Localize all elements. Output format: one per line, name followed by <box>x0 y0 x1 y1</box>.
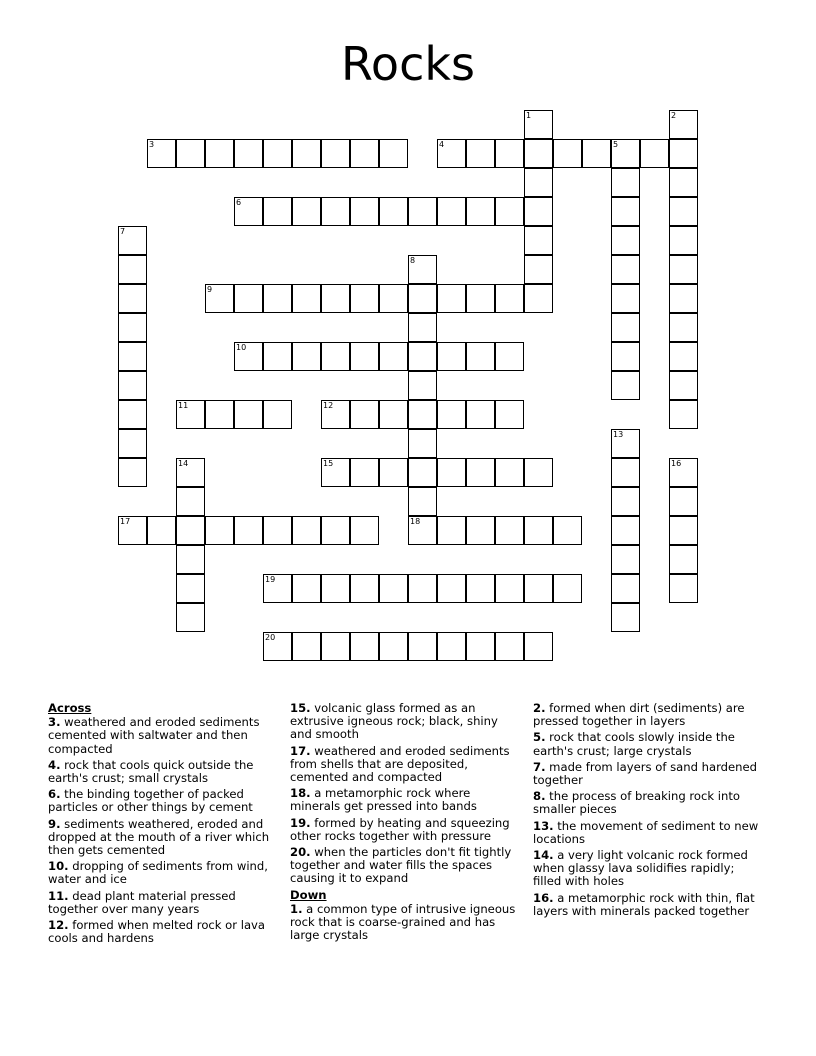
grid-cell[interactable] <box>611 458 640 487</box>
down-clue <box>533 849 765 889</box>
across-clue <box>48 818 280 858</box>
clue-text: weathered and eroded sediments from shells that are deposited, cemented and compacted <box>290 743 510 785</box>
grid-cell[interactable] <box>524 139 553 168</box>
grid-cell[interactable] <box>234 342 263 371</box>
down-clue <box>533 820 765 846</box>
grid-cell[interactable] <box>669 255 698 284</box>
grid-cell[interactable] <box>176 400 205 429</box>
clue-text: a common type of intrusive igneous rock that is coarse-grained and has large crystals <box>290 901 516 943</box>
clue-number: 20. <box>290 845 311 860</box>
clue-number: 2. <box>533 701 546 715</box>
down-clue <box>290 903 522 943</box>
grid-cell[interactable] <box>350 632 379 661</box>
grid-cell[interactable] <box>437 632 466 661</box>
across-heading: Across <box>48 701 92 715</box>
grid-cell[interactable] <box>669 458 698 487</box>
grid-cell[interactable] <box>524 632 553 661</box>
grid-cell[interactable] <box>553 139 582 168</box>
grid-cell[interactable] <box>263 574 292 603</box>
clue-number: 16. <box>533 890 554 905</box>
grid-cell[interactable] <box>408 255 437 284</box>
grid-cell[interactable] <box>350 342 379 371</box>
clue-text: dead plant material pressed together over many years <box>48 888 236 916</box>
grid-cell[interactable] <box>292 197 321 226</box>
grid-cell[interactable] <box>118 226 147 255</box>
clue-number: 18. <box>290 786 311 801</box>
cell-number: 5 <box>613 140 619 149</box>
across-clue <box>48 759 280 785</box>
grid-cell[interactable] <box>408 197 437 226</box>
clue-number: 8. <box>533 789 546 804</box>
grid-cell[interactable] <box>611 168 640 197</box>
grid-cell[interactable] <box>408 458 437 487</box>
grid-cell[interactable] <box>205 284 234 313</box>
down-clue <box>533 892 765 918</box>
grid-cell[interactable] <box>524 168 553 197</box>
grid-cell[interactable] <box>205 139 234 168</box>
down-clue <box>533 761 765 787</box>
grid-cell[interactable] <box>669 487 698 516</box>
grid-cell[interactable] <box>466 458 495 487</box>
grid-cell[interactable] <box>669 284 698 313</box>
across-clue <box>48 788 280 814</box>
cell-number: 8 <box>410 256 416 265</box>
grid-cell[interactable] <box>408 313 437 342</box>
grid-cell[interactable] <box>611 226 640 255</box>
grid-cell[interactable] <box>669 168 698 197</box>
grid-cell[interactable] <box>176 487 205 516</box>
grid-cell[interactable] <box>263 400 292 429</box>
grid-cell[interactable] <box>437 516 466 545</box>
clue-text: volcanic glass formed as an extrusive igneous rock; black, shiny and smooth <box>290 701 498 742</box>
clue-number: 4. <box>48 757 61 772</box>
grid-cell[interactable] <box>669 342 698 371</box>
cell-number: 11 <box>178 401 189 410</box>
clue-number: 15. <box>290 701 311 715</box>
grid-cell[interactable] <box>263 342 292 371</box>
grid-cell[interactable] <box>350 284 379 313</box>
down-heading: Down <box>290 887 327 902</box>
grid-cell[interactable] <box>292 516 321 545</box>
grid-cell[interactable] <box>466 574 495 603</box>
grid-cell[interactable] <box>611 574 640 603</box>
cell-number: 9 <box>207 285 213 294</box>
grid-cell[interactable] <box>611 429 640 458</box>
across-clue <box>48 919 280 945</box>
grid-cell[interactable] <box>669 110 698 139</box>
grid-cell[interactable] <box>408 429 437 458</box>
grid-cell[interactable] <box>118 284 147 313</box>
grid-cell[interactable] <box>524 574 553 603</box>
across-clue <box>48 890 280 916</box>
cell-number: 4 <box>439 140 445 149</box>
grid-cell[interactable] <box>379 342 408 371</box>
clues-column-2 <box>290 702 522 945</box>
cell-number: 6 <box>236 198 242 207</box>
grid-cell[interactable] <box>669 197 698 226</box>
grid-cell[interactable] <box>118 400 147 429</box>
grid-cell[interactable] <box>118 516 147 545</box>
grid-cell[interactable] <box>611 371 640 400</box>
grid-cell[interactable] <box>292 139 321 168</box>
grid-cell[interactable] <box>611 516 640 545</box>
grid-cell[interactable] <box>669 516 698 545</box>
grid-cell[interactable] <box>437 284 466 313</box>
clue-text: a metamorphic rock where minerals get pressed into bands <box>290 786 477 814</box>
clue-text: rock that cools slowly inside the earth's crust; large crystals <box>533 730 735 758</box>
grid-cell[interactable] <box>263 139 292 168</box>
grid-cell[interactable] <box>495 400 524 429</box>
grid-cell[interactable] <box>408 371 437 400</box>
grid-cell[interactable] <box>408 342 437 371</box>
grid-cell[interactable] <box>669 226 698 255</box>
grid-cell[interactable] <box>437 342 466 371</box>
grid-cell[interactable] <box>321 400 350 429</box>
clue-number: 1. <box>290 901 303 916</box>
grid-cell[interactable] <box>611 197 640 226</box>
cell-number: 20 <box>265 633 276 642</box>
down-clue <box>533 731 765 757</box>
grid-cell[interactable] <box>176 139 205 168</box>
grid-cell[interactable] <box>611 284 640 313</box>
grid-cell[interactable] <box>437 574 466 603</box>
grid-cell[interactable] <box>321 284 350 313</box>
grid-cell[interactable] <box>669 139 698 168</box>
grid-cell[interactable] <box>118 458 147 487</box>
grid-cell[interactable] <box>408 400 437 429</box>
grid-cell[interactable] <box>350 139 379 168</box>
grid-cell[interactable] <box>611 545 640 574</box>
clue-number: 13. <box>533 818 554 833</box>
grid-cell[interactable] <box>466 400 495 429</box>
clue-number: 12. <box>48 918 69 933</box>
grid-cell[interactable] <box>437 139 466 168</box>
cell-number: 19 <box>265 575 276 584</box>
grid-cell[interactable] <box>263 284 292 313</box>
grid-cell[interactable] <box>321 342 350 371</box>
clue-text: sediments weathered, eroded and dropped at the mouth of a river which then gets cemented <box>48 816 270 858</box>
clue-text: weathered and eroded sediments cemented with saltwater and then compacted <box>48 715 260 756</box>
grid-cell[interactable] <box>379 284 408 313</box>
clue-text: formed by heating and squeezing other rocks together with pressure <box>290 815 510 843</box>
grid-cell[interactable] <box>495 197 524 226</box>
grid-cell[interactable] <box>350 458 379 487</box>
grid-cell[interactable] <box>176 603 205 632</box>
grid-cell[interactable] <box>292 284 321 313</box>
grid-cell[interactable] <box>234 139 263 168</box>
cell-number: 15 <box>323 459 334 468</box>
grid-cell[interactable] <box>118 371 147 400</box>
across-clue <box>290 817 522 843</box>
cell-number: 14 <box>178 459 189 468</box>
clues-column-3 <box>533 702 765 921</box>
cell-number: 16 <box>671 459 682 468</box>
down-clue <box>533 702 765 728</box>
clue-text: the process of breaking rock into smaller pieces <box>533 789 741 817</box>
grid-cell[interactable] <box>263 516 292 545</box>
grid-cell[interactable] <box>408 284 437 313</box>
grid-cell[interactable] <box>408 574 437 603</box>
grid-cell[interactable] <box>118 429 147 458</box>
clue-text: the movement of sediment to new locations <box>533 818 759 846</box>
grid-cell[interactable] <box>495 516 524 545</box>
grid-cell[interactable] <box>379 458 408 487</box>
grid-cell[interactable] <box>466 516 495 545</box>
grid-cell[interactable] <box>524 110 553 139</box>
grid-cell[interactable] <box>379 632 408 661</box>
cell-number: 7 <box>120 227 126 236</box>
grid-cell[interactable] <box>553 516 582 545</box>
clue-text: a very light volcanic rock formed when glassy lava solidifies rapidly; filled with holes <box>533 848 748 889</box>
grid-cell[interactable] <box>147 139 176 168</box>
grid-cell[interactable] <box>408 632 437 661</box>
grid-cell[interactable] <box>321 197 350 226</box>
grid-cell[interactable] <box>495 139 524 168</box>
across-clue <box>290 846 522 886</box>
clue-text: rock that cools quick outside the earth's crust; small crystals <box>48 757 254 786</box>
across-clue <box>48 716 280 756</box>
cell-number: 2 <box>671 111 677 120</box>
clue-number: 7. <box>533 759 546 774</box>
clue-text: formed when dirt (sediments) are pressed together in layers <box>533 701 745 729</box>
grid-cell[interactable] <box>611 487 640 516</box>
grid-cell[interactable] <box>234 516 263 545</box>
grid-cell[interactable] <box>524 255 553 284</box>
down-clue <box>533 790 765 816</box>
grid-cell[interactable] <box>669 545 698 574</box>
grid-cell[interactable] <box>292 632 321 661</box>
grid-cell[interactable] <box>176 574 205 603</box>
across-clue <box>290 702 522 742</box>
grid-cell[interactable] <box>263 197 292 226</box>
grid-cell[interactable] <box>321 574 350 603</box>
grid-cell[interactable] <box>176 545 205 574</box>
grid-cell[interactable] <box>379 139 408 168</box>
across-clue <box>290 745 522 785</box>
grid-cell[interactable] <box>495 284 524 313</box>
grid-cell[interactable] <box>669 371 698 400</box>
grid-cell[interactable] <box>118 255 147 284</box>
grid-cell[interactable] <box>466 342 495 371</box>
grid-cell[interactable] <box>176 516 205 545</box>
grid-cell[interactable] <box>669 400 698 429</box>
cell-number: 17 <box>120 517 131 526</box>
cell-number: 10 <box>236 343 247 352</box>
clue-text: dropping of sediments from wind, water and ice <box>48 859 268 887</box>
grid-cell[interactable] <box>321 516 350 545</box>
grid-cell[interactable] <box>118 342 147 371</box>
grid-cell[interactable] <box>205 400 234 429</box>
grid-cell[interactable] <box>321 632 350 661</box>
grid-cell[interactable] <box>466 139 495 168</box>
grid-cell[interactable] <box>147 516 176 545</box>
grid-cell[interactable] <box>466 197 495 226</box>
clue-number: 10. <box>48 859 69 874</box>
clue-text: made from layers of sand hardened together <box>533 759 757 788</box>
grid-cell[interactable] <box>234 400 263 429</box>
grid-cell[interactable] <box>234 284 263 313</box>
grid-cell[interactable] <box>669 574 698 603</box>
grid-cell[interactable] <box>437 400 466 429</box>
grid-cell[interactable] <box>611 603 640 632</box>
grid-cell[interactable] <box>263 632 292 661</box>
across-clue <box>290 787 522 813</box>
grid-cell[interactable] <box>524 284 553 313</box>
grid-cell[interactable] <box>466 632 495 661</box>
grid-cell[interactable] <box>408 516 437 545</box>
grid-cell[interactable] <box>524 226 553 255</box>
grid-cell[interactable] <box>321 139 350 168</box>
page-title: Rocks <box>341 37 475 91</box>
grid-cell[interactable] <box>176 458 205 487</box>
cell-number: 18 <box>410 517 421 526</box>
grid-cell[interactable] <box>379 197 408 226</box>
clue-number: 11. <box>48 888 69 903</box>
grid-cell[interactable] <box>611 255 640 284</box>
clue-number: 9. <box>48 816 61 831</box>
grid-cell[interactable] <box>437 197 466 226</box>
grid-cell[interactable] <box>350 400 379 429</box>
grid-cell[interactable] <box>611 139 640 168</box>
grid-cell[interactable] <box>495 574 524 603</box>
cell-number: 1 <box>526 111 532 120</box>
grid-cell[interactable] <box>495 458 524 487</box>
clue-text: a metamorphic rock with thin, flat layers with minerals packed together <box>533 890 755 918</box>
grid-cell[interactable] <box>524 197 553 226</box>
grid-cell[interactable] <box>553 574 582 603</box>
grid-cell[interactable] <box>118 313 147 342</box>
grid-cell[interactable] <box>524 458 553 487</box>
grid-cell[interactable] <box>205 516 234 545</box>
grid-cell[interactable] <box>495 632 524 661</box>
grid-cell[interactable] <box>495 342 524 371</box>
grid-cell[interactable] <box>466 284 495 313</box>
clue-text: formed when melted rock or lava cools and hardens <box>48 918 266 946</box>
grid-cell[interactable] <box>611 342 640 371</box>
grid-cell[interactable] <box>408 487 437 516</box>
grid-cell[interactable] <box>321 458 350 487</box>
grid-cell[interactable] <box>582 139 611 168</box>
clue-number: 6. <box>48 787 61 802</box>
clue-number: 5. <box>533 730 546 745</box>
cell-number: 12 <box>323 401 334 410</box>
grid-cell[interactable] <box>379 400 408 429</box>
grid-cell[interactable] <box>292 574 321 603</box>
clues-column-1 <box>48 702 280 948</box>
grid-cell[interactable] <box>437 458 466 487</box>
clue-text: the binding together of packed particles or other things by cement <box>48 787 253 815</box>
grid-cell[interactable] <box>350 574 379 603</box>
grid-cell[interactable] <box>292 342 321 371</box>
grid-cell[interactable] <box>379 574 408 603</box>
clue-text: when the particles don't fit tightly together and water fills the spaces causing it to expand <box>290 845 512 886</box>
grid-cell[interactable] <box>611 313 640 342</box>
grid-cell[interactable] <box>350 516 379 545</box>
clue-number: 14. <box>533 848 554 863</box>
grid-cell[interactable] <box>669 313 698 342</box>
grid-cell[interactable] <box>524 516 553 545</box>
cell-number: 3 <box>149 140 155 149</box>
clue-number: 17. <box>290 743 311 758</box>
cell-number: 13 <box>613 430 624 439</box>
grid-cell[interactable] <box>234 197 263 226</box>
clue-number: 19. <box>290 815 311 830</box>
clue-number: 3. <box>48 715 61 730</box>
grid-cell[interactable] <box>350 197 379 226</box>
grid-cell[interactable] <box>640 139 669 168</box>
across-clue <box>48 860 280 886</box>
